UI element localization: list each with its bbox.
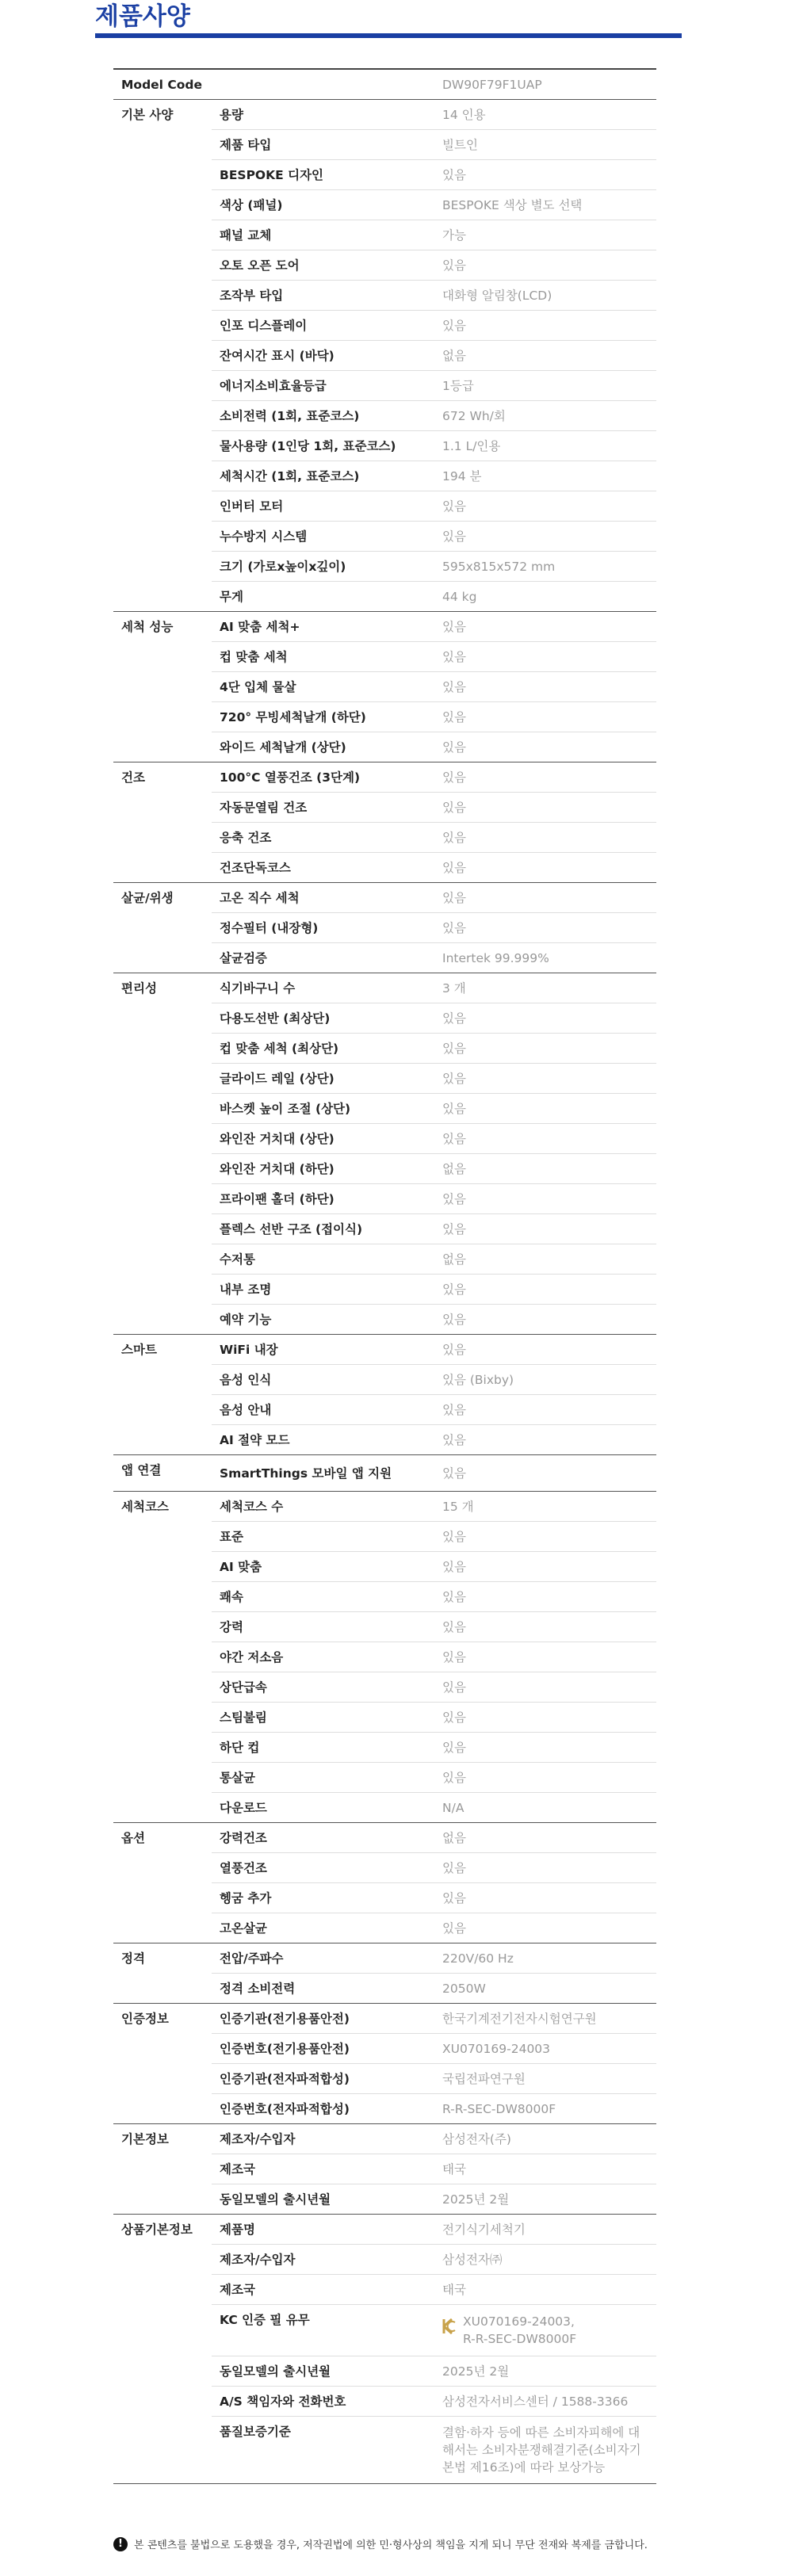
spec-row (113, 2004, 656, 2034)
spec-label: 컵 맞춤 세척 (212, 642, 434, 672)
spec-label: 자동문열림 건조 (212, 793, 434, 823)
spec-label: 와인잔 거치대 (하단) (212, 1154, 434, 1184)
spec-value: 있음 (434, 1612, 656, 1642)
spec-value: 있음 (434, 1184, 656, 1214)
model-code-row (113, 69, 656, 100)
spec-label: AI 맞춤 (212, 1552, 434, 1582)
spec-category: 앱 연결 (113, 1455, 212, 1492)
spec-label: 제조국 (212, 2154, 434, 2184)
spec-value: XU070169-24003 (434, 2034, 656, 2064)
spec-value: 있음 (434, 1034, 656, 1064)
exclamation-icon: ! (113, 2537, 128, 2551)
spec-label: 글라이드 레일 (상단) (212, 1064, 434, 1094)
spec-value: 1등급 (434, 371, 656, 401)
spec-value: 있음 (434, 1003, 656, 1034)
spec-label: 통살균 (212, 1763, 434, 1793)
spec-value: 대화형 알림창(LCD) (434, 281, 656, 311)
kc-value-text: XU070169-24003, R-R-SEC-DW8000F (463, 2314, 577, 2346)
spec-label: 쾌속 (212, 1582, 434, 1612)
spec-value: 있음 (434, 522, 656, 552)
spec-label: 음성 안내 (212, 1395, 434, 1425)
spec-label: 인증번호(전자파적합성) (212, 2094, 434, 2124)
spec-label: 100°C 열풍건조 (3단계) (212, 762, 434, 793)
spec-label: 무게 (212, 582, 434, 612)
spec-category: 기본정보 (113, 2124, 212, 2215)
spec-label: 세척시간 (1회, 표준코스) (212, 461, 434, 491)
spec-label: 다용도선반 (최상단) (212, 1003, 434, 1034)
spec-value: 2025년 2월 (434, 2356, 656, 2387)
spec-value: 빌트인 (434, 130, 656, 160)
spec-label: 식기바구니 수 (212, 973, 434, 1003)
spec-value: 삼성전자㈜ (434, 2245, 656, 2275)
spec-label: 표준 (212, 1522, 434, 1552)
spec-category: 살균/위생 (113, 883, 212, 973)
spec-label: 내부 조명 (212, 1275, 434, 1305)
spec-value: 있음 (434, 1425, 656, 1455)
kc-mark-icon (442, 2318, 457, 2335)
spec-value: 3 개 (434, 973, 656, 1003)
spec-value: 있음 (434, 1214, 656, 1244)
spec-label: 제품명 (212, 2215, 434, 2245)
kc-value-cell (434, 2305, 656, 2356)
spec-value: R-R-SEC-DW8000F (434, 2094, 656, 2124)
spec-row (113, 1943, 656, 1974)
spec-label: 음성 인식 (212, 1365, 434, 1395)
spec-label: 수저통 (212, 1244, 434, 1275)
model-code-label: Model Code (113, 69, 434, 100)
spec-value: 있음 (434, 823, 656, 853)
spec-category: 기본 사양 (113, 100, 212, 612)
spec-value: 태국 (434, 2275, 656, 2305)
model-code-value: DW90F79F1UAP (434, 69, 656, 100)
spec-value: 있음 (434, 793, 656, 823)
spec-value: 있음 (434, 1703, 656, 1733)
spec-label: 응축 건조 (212, 823, 434, 853)
spec-value: 있음 (Bixby) (434, 1365, 656, 1395)
spec-category: 건조 (113, 762, 212, 883)
spec-label: 상단급속 (212, 1672, 434, 1703)
copyright-notice (113, 2536, 668, 2551)
spec-label: 플렉스 선반 구조 (접이식) (212, 1214, 434, 1244)
spec-label: 프라이팬 홀더 (하단) (212, 1184, 434, 1214)
spec-label: 제조자/수입자 (212, 2245, 434, 2275)
spec-value: 있음 (434, 1913, 656, 1943)
spec-label: 전압/주파수 (212, 1943, 434, 1974)
spec-row (113, 973, 656, 1003)
spec-value: 14 인용 (434, 100, 656, 130)
spec-label: 제조국 (212, 2275, 434, 2305)
spec-label: 크기 (가로x높이x깊이) (212, 552, 434, 582)
spec-value: 삼성전자서비스센터 / 1588-3366 (434, 2387, 656, 2417)
spec-label: 4단 입체 물살 (212, 672, 434, 702)
page-title: 제품사양 (95, 2, 190, 31)
spec-row (113, 2215, 656, 2245)
spec-label: AI 맞춤 세척+ (212, 612, 434, 642)
spec-label: 색상 (패널) (212, 190, 434, 220)
spec-value: 삼성전자(주) (434, 2124, 656, 2154)
spec-value: 태국 (434, 2154, 656, 2184)
spec-value: 있음 (434, 160, 656, 190)
spec-value: 595x815x572 mm (434, 552, 656, 582)
spec-label: 고온 직수 세척 (212, 883, 434, 913)
spec-label: 인증기관(전기용품안전) (212, 2004, 434, 2034)
spec-label: 바스켓 높이 조절 (상단) (212, 1094, 434, 1124)
title-divider (95, 33, 682, 38)
spec-value: 있음 (434, 250, 656, 281)
spec-label: 컵 맞춤 세척 (최상단) (212, 1034, 434, 1064)
spec-label: SmartThings 모바일 앱 지원 (212, 1455, 434, 1492)
spec-label: 오토 오픈 도어 (212, 250, 434, 281)
spec-label: 인포 디스플레이 (212, 311, 434, 341)
spec-label: 다운로드 (212, 1793, 434, 1823)
spec-value: 있음 (434, 1552, 656, 1582)
spec-label: 제품 타입 (212, 130, 434, 160)
spec-value: 없음 (434, 1154, 656, 1184)
spec-label: BESPOKE 디자인 (212, 160, 434, 190)
spec-label: 열풍건조 (212, 1853, 434, 1883)
spec-label: 조작부 타입 (212, 281, 434, 311)
spec-label: 패널 교체 (212, 220, 434, 250)
spec-value: 있음 (434, 883, 656, 913)
spec-value: 있음 (434, 491, 656, 522)
spec-label: 와인잔 거치대 (상단) (212, 1124, 434, 1154)
spec-value: 있음 (434, 1455, 656, 1492)
spec-label: A/S 책임자와 전화번호 (212, 2387, 434, 2417)
spec-label: 스팀불림 (212, 1703, 434, 1733)
spec-category: 스마트 (113, 1335, 212, 1455)
spec-label: KC 인증 필 유무 (212, 2305, 434, 2356)
spec-row (113, 1335, 656, 1365)
spec-label: 헹굼 추가 (212, 1883, 434, 1913)
spec-label: 누수방지 시스템 (212, 522, 434, 552)
spec-label: 물사용량 (1인당 1회, 표준코스) (212, 431, 434, 461)
spec-value: BESPOKE 색상 별도 선택 (434, 190, 656, 220)
spec-value: 있음 (434, 1582, 656, 1612)
spec-value: 15 개 (434, 1492, 656, 1522)
spec-label: 제조자/수입자 (212, 2124, 434, 2154)
spec-value: 없음 (434, 1244, 656, 1275)
spec-row (113, 100, 656, 130)
spec-value: 194 분 (434, 461, 656, 491)
spec-value: 1.1 L/인용 (434, 431, 656, 461)
spec-label: 정격 소비전력 (212, 1974, 434, 2004)
spec-label: 야간 저소음 (212, 1642, 434, 1672)
spec-value: 있음 (434, 1395, 656, 1425)
spec-label: 세척코스 수 (212, 1492, 434, 1522)
spec-row (113, 1455, 656, 1492)
spec-label: 살균검증 (212, 943, 434, 973)
spec-value: 있음 (434, 1733, 656, 1763)
spec-label: 와이드 세척날개 (상단) (212, 732, 434, 762)
spec-value: 있음 (434, 1094, 656, 1124)
spec-label: 강력건조 (212, 1823, 434, 1853)
spec-value: 있음 (434, 732, 656, 762)
spec-value: 국립전파연구원 (434, 2064, 656, 2094)
spec-row (113, 612, 656, 642)
spec-value: 있음 (434, 1642, 656, 1672)
spec-value: 44 kg (434, 582, 656, 612)
spec-category: 상품기본정보 (113, 2215, 212, 2484)
spec-value: 있음 (434, 913, 656, 943)
spec-value: 있음 (434, 311, 656, 341)
spec-label: 동일모델의 출시년월 (212, 2184, 434, 2215)
spec-category: 인증정보 (113, 2004, 212, 2124)
spec-label: 인버터 모터 (212, 491, 434, 522)
spec-category: 정격 (113, 1943, 212, 2004)
spec-category: 편리성 (113, 973, 212, 1335)
spec-label: 720° 무빙세척날개 (하단) (212, 702, 434, 732)
spec-value: 있음 (434, 672, 656, 702)
spec-label: 건조단독코스 (212, 853, 434, 883)
spec-value: 있음 (434, 853, 656, 883)
spec-value: 2050W (434, 1974, 656, 2004)
spec-label: 하단 컵 (212, 1733, 434, 1763)
spec-label: 잔여시간 표시 (바닥) (212, 341, 434, 371)
spec-value: 있음 (434, 1124, 656, 1154)
spec-value: 한국기계전기전자시험연구원 (434, 2004, 656, 2034)
spec-value: 있음 (434, 1275, 656, 1305)
spec-table (113, 68, 656, 2484)
spec-category: 옵션 (113, 1823, 212, 1943)
spec-value: 있음 (434, 1522, 656, 1552)
spec-category: 세척코스 (113, 1492, 212, 1823)
spec-value: 있음 (434, 1672, 656, 1703)
spec-value: 있음 (434, 1305, 656, 1335)
spec-value: 있음 (434, 1883, 656, 1913)
spec-value: 전기식기세척기 (434, 2215, 656, 2245)
spec-label: 에너지소비효율등급 (212, 371, 434, 401)
spec-label: WiFi 내장 (212, 1335, 434, 1365)
spec-row (113, 762, 656, 793)
spec-value: 220V/60 Hz (434, 1943, 656, 1974)
spec-label: 인증번호(전기용품안전) (212, 2034, 434, 2064)
spec-value: 있음 (434, 702, 656, 732)
spec-label: 예약 기능 (212, 1305, 434, 1335)
spec-value: 있음 (434, 1853, 656, 1883)
spec-value: 결함·하자 등에 따른 소비자피해에 대 해서는 소비자분쟁해결기준(소비자기 본법 제16조)에 따라 보상가능 (434, 2417, 656, 2484)
spec-value: 있음 (434, 642, 656, 672)
spec-label: 품질보증기준 (212, 2417, 434, 2484)
spec-label: 용량 (212, 100, 434, 130)
spec-row (113, 883, 656, 913)
spec-value: 없음 (434, 1823, 656, 1853)
spec-category: 세척 성능 (113, 612, 212, 762)
spec-value: Intertek 99.999% (434, 943, 656, 973)
spec-row (113, 1823, 656, 1853)
spec-row (113, 1492, 656, 1522)
copyright-notice-text: 본 콘텐츠를 불법으로 도용했을 경우, 저작권법에 의한 민·형사상의 책임을 지게 되니 무단 전재와 복제를 금합니다. (134, 2540, 648, 2551)
spec-value: 없음 (434, 341, 656, 371)
spec-row (113, 2124, 656, 2154)
kc-value (442, 2313, 656, 2348)
spec-label: 정수필터 (내장형) (212, 913, 434, 943)
spec-label: 소비전력 (1회, 표준코스) (212, 401, 434, 431)
spec-value: 2025년 2월 (434, 2184, 656, 2215)
spec-value: 가능 (434, 220, 656, 250)
spec-label: 고온살균 (212, 1913, 434, 1943)
spec-label: 동일모델의 출시년월 (212, 2356, 434, 2387)
spec-label: 강력 (212, 1612, 434, 1642)
spec-value: 있음 (434, 612, 656, 642)
spec-label: 인증기관(전자파적합성) (212, 2064, 434, 2094)
spec-value: 있음 (434, 762, 656, 793)
spec-value: 있음 (434, 1335, 656, 1365)
spec-value: 있음 (434, 1763, 656, 1793)
spec-value: N/A (434, 1793, 656, 1823)
spec-value: 있음 (434, 1064, 656, 1094)
spec-label: AI 절약 모드 (212, 1425, 434, 1455)
spec-value: 672 Wh/회 (434, 401, 656, 431)
